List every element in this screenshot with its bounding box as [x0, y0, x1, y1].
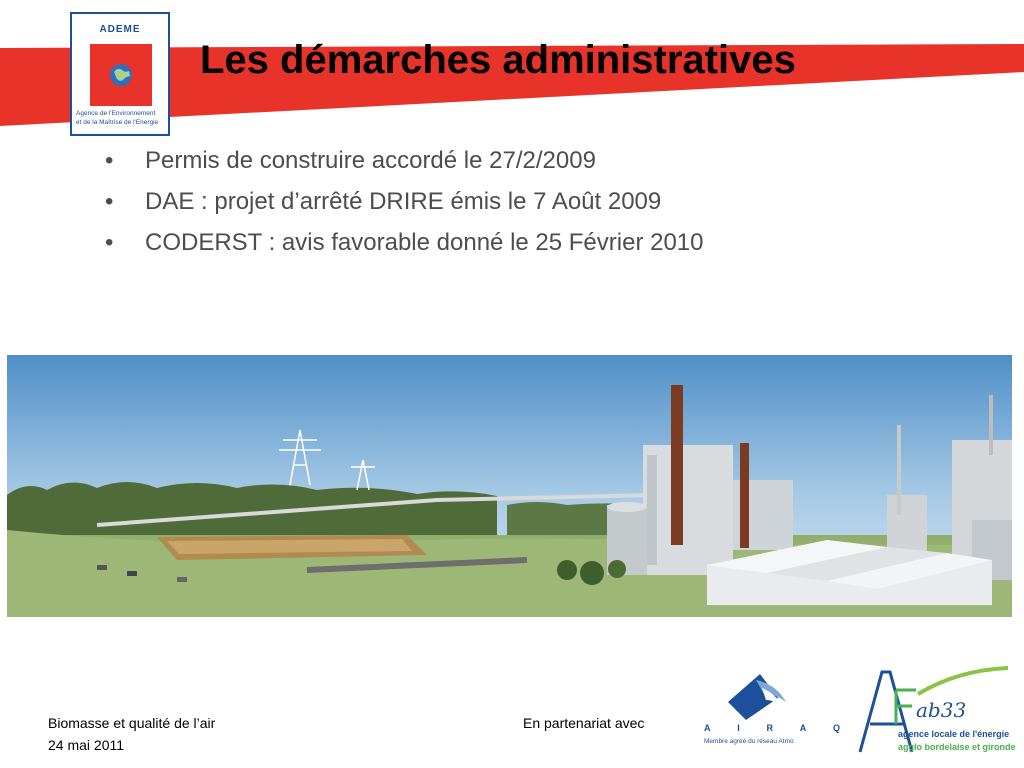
globe-icon: [90, 44, 152, 106]
bullet-text: CODERST : avis favorable donné le 25 Février 2010: [145, 229, 704, 256]
airaq-letter: Q: [832, 723, 840, 733]
airaq-logo: [698, 668, 842, 754]
ademe-logo-name: ADEME: [99, 24, 141, 35]
airaq-letter: I: [737, 723, 740, 733]
footer-partnership: En partenariat avec: [523, 715, 645, 731]
page-title: Les démarches administratives: [200, 38, 796, 82]
ale-logo: [856, 662, 1016, 762]
airaq-letters: [704, 723, 840, 733]
bullet-marker: •: [105, 188, 114, 215]
ademe-caption-line1: Agence de l'Environnement: [76, 110, 156, 117]
ale-line1: agence locale de l'énergie: [898, 729, 1010, 739]
footer-event-date: 24 mai 2011: [48, 737, 125, 753]
ademe-logo-caption: [76, 110, 166, 127]
airaq-letter: A: [704, 723, 711, 733]
bullet-item-coderst: [105, 222, 704, 263]
ademe-logo-square: [90, 44, 152, 106]
ademe-logo: [70, 12, 170, 136]
ale-wordmark: ab33: [916, 698, 967, 722]
bullet-text: Permis de construire accordé le 27/2/2009: [145, 147, 596, 174]
airaq-letter: A: [799, 723, 807, 733]
airaq-letter: R: [766, 723, 773, 733]
bullet-marker: •: [105, 147, 114, 174]
bullet-item-dae: [105, 181, 704, 222]
footer-event-title: Biomasse et qualité de l’air: [48, 715, 216, 731]
bullet-list: [105, 140, 704, 263]
ademe-caption-line2: et de la Maîtrise de l'Energie: [76, 118, 159, 126]
plant-panorama-image: [7, 355, 1012, 617]
bullet-marker: •: [105, 229, 114, 256]
bullet-item-permis: [105, 140, 704, 181]
airaq-subtitle: Membre agréé du réseau Atmo: [704, 738, 794, 745]
bullet-text: DAE : projet d’arrêté DRIRE émis le 7 Août 2009: [145, 188, 662, 215]
ale-line2: agglo bordelaise et gironde: [898, 742, 1016, 752]
airaq-emblem-icon: [698, 668, 842, 724]
footer-event-info: [48, 712, 215, 756]
